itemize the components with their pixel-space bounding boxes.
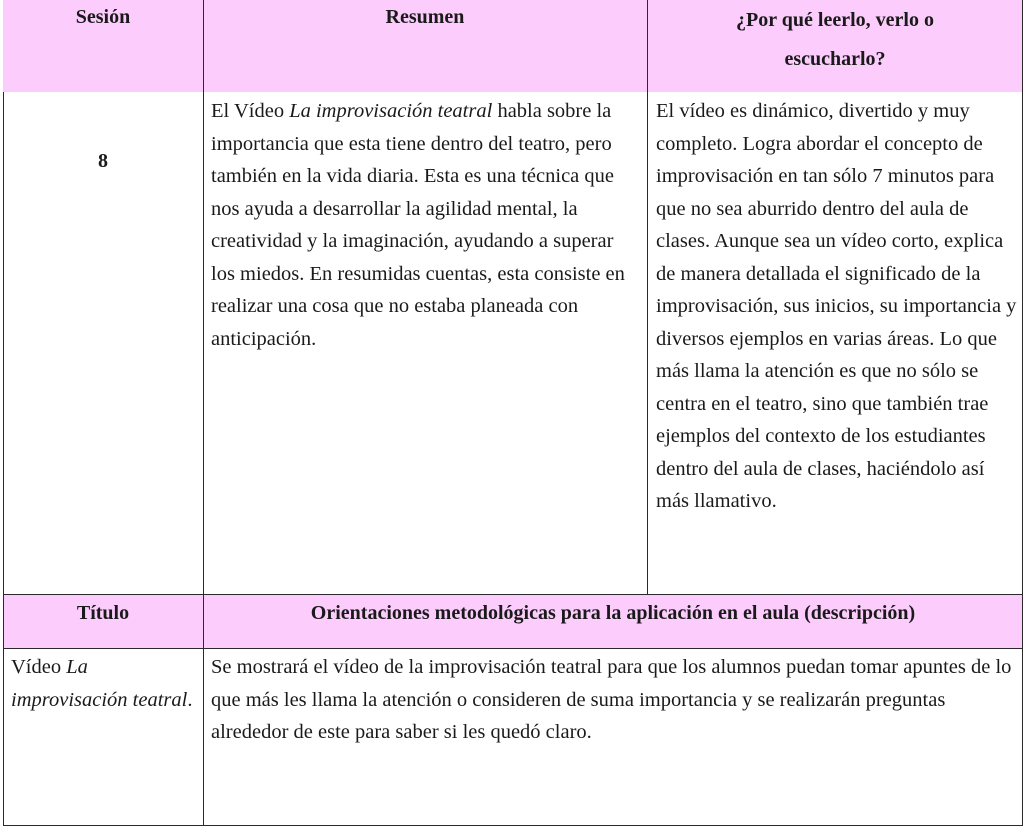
summary-intro: El Vídeo [211,100,290,122]
header-cell-sesion [3,0,203,92]
session-number: 8 [98,150,108,172]
header-cell-resumen [203,0,647,92]
border-col1 [203,0,204,826]
border-col2 [647,0,648,594]
title-prefix: Vídeo [11,656,67,678]
header-cell-orientaciones [203,594,1023,648]
header-orientaciones-label: Orientaciones metodológicas para la aplicación en el aula (descripción) [310,602,916,624]
document-table [3,0,1023,826]
border-row1 [3,594,1023,595]
title-video-name: La improvisación teatral [11,656,188,711]
session-number-cell [3,92,203,594]
orientations-cell [203,648,1023,826]
header-cell-porque [647,0,1023,92]
reason-text: El vídeo es dinámico, divertido y muy completo. Logra abordar el concepto de improvisación en tan sólo 7 minutos para que no sea aburrido dentro del aula de clases. Aunque sea un vídeo corto, explica de manera detallada el significado de la improvisación, sus inicios, su importancia y diversos ejemplos en varias áreas. Lo que más llama la atención es que no sólo se centra en el teatro, sino que también trae ejemplos del contexto de los estudiantes dentro del aula de clases, haciéndolo así más llamativo. [656,100,1017,512]
title-suffix: . [187,688,193,711]
border-row2 [3,648,1023,649]
border-left [3,92,4,826]
summary-cell [203,92,647,594]
border-right [1022,0,1023,826]
header-titulo-label: Título [76,602,130,624]
header-sesion-label: Sesión [75,6,131,28]
header-porque-line1: ¿Por qué leerlo, verlo o [736,9,934,31]
border-bottom [3,825,1023,826]
header-cell-titulo [3,594,203,648]
reason-cell [647,92,1023,594]
summary-text: habla sobre la importancia que esta tiene dentro del teatro, pero también en la vida diaria. Esta es una técnica que nos ayuda a desarrollar la agilidad mental, la creatividad y la imaginación, ayudando a superar los miedos. En resumidas cuentas, esta consiste en realizar una cosa que no estaba planeada con anticipación. [211,100,625,350]
header-resumen-label: Resumen [385,6,465,28]
orientations-text: Se mostrará el vídeo de la improvisación teatral para que los alumnos puedan tomar apuntes de lo que más les llama la atención o consideren de suma importancia y se realizarán preguntas alrededor de este para saber si les quedó claro. [211,656,1012,743]
summary-video-title: La improvisación teatral [289,100,493,122]
header-porque-line2: escucharlo? [784,48,886,70]
title-cell [3,648,203,826]
